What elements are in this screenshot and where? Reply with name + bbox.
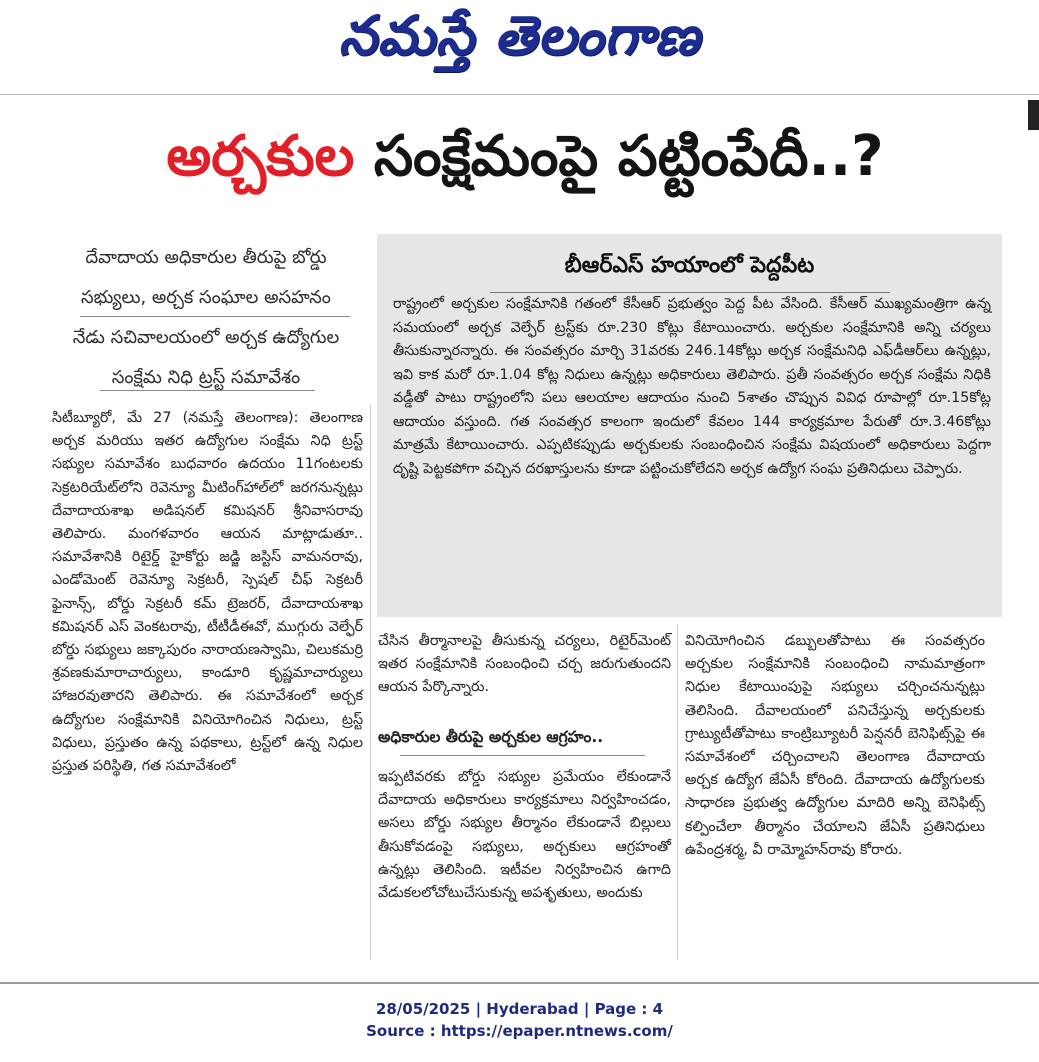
article-paragraph: వినియోగించిన డబ్బులతోపాటు ఈ సంవత్సరం అర్చకుల సంక్షేమానికి సంబంధించి నామమాత్రంగా నిధుల కేటాయింపుపై సభ్యులు చర్చించనున్నట్లు తెలిసింది. దేవాలయంలో పనిచేస్తున్న అర్చకులకు గ్రాట్యుటీతోపాటు కాంట్రిబ్యూటరీ పెన్షనరీ బెనిఫిట్స్‌పై ఈ సమావేశంలో చర్చించాలని తెలంగాణ దేవాదాయ అర్చక ఉద్యోగ జేఏసీ కోరింది. దేవాదాయ ఉద్యోగులకు సాధారణ ప్రభుత్వ ఉద్యోగుల మాదిరి అన్ని బెనిఫిట్స్ కల్పించేలా తీర్మానం చేయాలని జేఏసీ ప్రతినిధులు ఉపేంద్రశర్మ, వీ రామ్మోహన్‌రావు కోరారు.: [685, 633, 985, 858]
article-paragraph: సిటీబ్యూరో, మే 27 (నమస్తే తెలంగాణ): తెలంగాణ అర్చక మరియు ఇతర ఉద్యోగుల సంక్షేమ నిధి ట్రస్ట్ సభ్యుల సమావేశం బుధవారం ఉదయం 11గంటలకు సెక్రటరియేట్‌లోని రెవెన్యూ మీటింగ్‌హాల్‌లో జరగనున్నట్లు దేవాదాయశాఖ అడిషనల్ కమిషనర్ శ్రీనివాసరావు తెలిపారు. మంగళవారం ఆయన మాట్లాడుతూ.. సమావేశానికి రిటైర్డ్ హైకోర్టు జడ్జి జస్టిస్ వామనరావు, ఎండోమెంట్ రెవెన్యూ సెక్రటరీ, స్పెషల్ చీఫ్ సెక్రటరీ ఫైనాన్స్, బోర్డు సెక్రటరీ కమ్ ట్రెజరర్, దేవాదాయశాఖ కమిషనర్ ఎస్ వెంకటరావు, టీటీడీఈవో, ముగ్గురు వెల్ఫేర్ బోర్డు సభ్యులు జక్కాపురం నారాయణస్వామి, చిలుకమర్రి శ్రవణకుమారాచార్యులు, కాండూరి కృష్ణమాచార్యులు హాజరవుతారని తెలిపారు. ఈ సమావేశంలో అర్చక ఉద్యోగుల సంక్షేమానికి వినియోగించిన నిధులు, ట్రస్ట్ విధులు, ప్రస్తుతం ఉన్న పథకాలు, ట్రస్ట్‌లో ఉన్న నిధుల ప్రస్తుత పరిస్థితి, గత సమావేశంలో: [52, 410, 363, 775]
column-divider: [370, 405, 371, 960]
masthead-logo: నమస్తే తెలంగాణ: [338, 4, 701, 67]
headline-red-part: అర్చకుల: [166, 124, 355, 189]
footer-source-line: Source : https://epaper.ntnews.com/: [366, 1022, 673, 1040]
deck-block-2: [56, 318, 356, 398]
middle-column-article: [378, 630, 671, 700]
left-column-article: [52, 407, 363, 778]
footer-date-line: 28/05/2025 | Hyderabad | Page : 4: [375, 1000, 664, 1018]
deck-divider: [80, 316, 350, 317]
deck-line: సభ్యులు, అర్చక సంఘాల అసహనం: [81, 287, 331, 308]
column-divider: [677, 625, 678, 960]
footer-divider: [0, 982, 1039, 984]
masthead-divider: [0, 94, 1039, 95]
deck-divider: [100, 390, 315, 391]
middle-subhead: అధికారుల తీరుపై అర్చకుల ఆగ్రహం..: [378, 728, 604, 746]
deck-line: సంక్షేమ నిధి ట్రస్ట్ సమావేశం: [111, 367, 301, 388]
sidebar-box-title: బీఆర్ఎస్ హయాంలో పెద్దపీట: [564, 253, 815, 278]
sidebar-box-body: [393, 293, 991, 481]
headline-black-part: సంక్షేమంపై పట్టింపేదీ..?: [373, 124, 884, 189]
article-paragraph: చేసిన తీర్మానాలపై తీసుకున్న చర్యలు, రిటైర్‌మెంట్ ఇతర సంక్షేమానికి సంబంధించి చర్చ జరుగుతుందని ఆయన పేర్కొన్నారు.: [378, 633, 671, 696]
article-paragraph: ఇప్పటివరకు బోర్డు సభ్యుల ప్రమేయం లేకుండానే దేవాదాయ అధికారులు కార్యక్రమాలు నిర్వహించడం, అసలు బోర్డు సభ్యుల తీర్మానం లేకుండానే బిల్లులు తీసుకోవడంపై సభ్యులు, అర్చకులు ఆగ్రహంతో ఉన్నట్లు తెలిసింది. ఇటీవల నిర్వహించిన ఉగాది వేడుకలలోచోటుచేసుకున్న అపశృతులు, అందుకు: [378, 769, 671, 902]
subhead-divider: [400, 755, 645, 756]
right-column-article: [685, 630, 985, 862]
sidebar-box-paragraph: రాష్ట్రంలో అర్చకుల సంక్షేమానికి గతంలో కేసీఆర్ ప్రభుత్వం పెద్ద పీట వేసింది. కేసీఆర్ ముఖ్యమంత్రిగా ఉన్న సమయంలో అర్చక వెల్ఫేర్ ట్రస్ట్‌కు రూ.230 కోట్లు కేటాయించారు. అర్చకుల సంక్షేమానికి అన్ని చర్యలు తీసుకున్నారన్నారు. ఈ సంవత్సరం మార్చి 31వరకు 246.14కోట్లు అర్చక సంక్షేమనిధి ఎఫ్‌డీఆర్‌లు ఉన్నట్లు, ఇవి కాక మరో రూ.1.04 కోట్ల నిధులు ఉన్నట్లు అధికారులు తెలిపారు. ప్రతీ సంవత్సరం అర్చక సంక్షేమ నిధికి వడ్డీతో పాటు రాష్ట్రంలోని పలు ఆలయాల ఆదాయం నుంచి 5శాతం చొప్పున వివిధ రూపాల్లో రూ.15కోట్ల ఆదాయం వస్తుంది. గత సంవత్సర కాలంగా ఇందులో కేవలం 144 కార్యక్రమాల పేరుతో రూ.3.46కోట్లు మాత్రమే కేటాయించారు. ఎప్పటికప్పుడు అర్చకులకు సంబంధించిన సంక్షేమ విషయంలో అధికారులు పెద్దగా దృష్టి పెట్టకపోగా వచ్చిన దరఖాస్తులను కూడా పట్టించుకోలేదని అర్చక ఉద్యోగ సంఘ ప్రతినిధులు చెప్పారు.: [393, 296, 991, 477]
deck-line: నేడు సచివాలయంలో అర్చక ఉద్యోగుల: [72, 327, 340, 348]
headline: [30, 117, 1020, 197]
middle-column-article-2: [378, 766, 671, 905]
deck-block-1: [56, 238, 356, 318]
edge-marker: [1028, 100, 1039, 130]
deck-line: దేవాదాయ అధికారుల తీరుపై బోర్డు: [85, 247, 327, 268]
